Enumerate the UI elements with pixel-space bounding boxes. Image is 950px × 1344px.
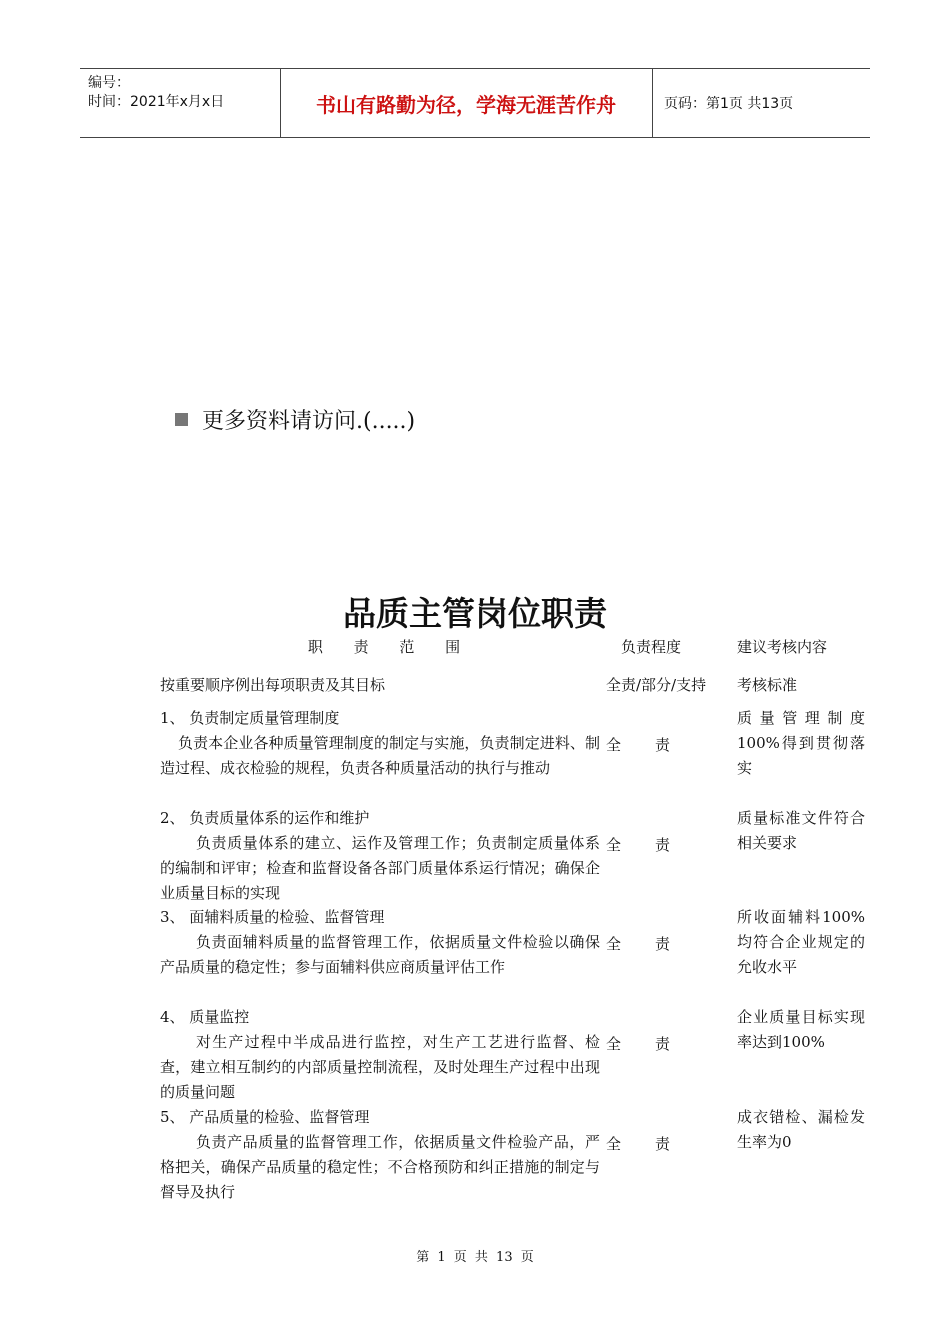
duty-kpi: 质量标准文件符合相关要求 [737, 809, 865, 852]
duty-title: 2、 负责质量体系的运作和维护 [160, 809, 370, 827]
header-motto: 书山有路勤为径，学海无涯苦作舟 [316, 92, 616, 117]
duty-title: 4、 质量监控 [160, 1008, 250, 1026]
duty-degree: 全责 [606, 1135, 705, 1153]
duty-description: 对生产过程中半成品进行监控，对生产工艺进行监督、检查，建立相互制约的内部质量控制流程，及时处理生产过程中出现的质量问题 [160, 1033, 600, 1101]
duty-degree: 全责 [606, 736, 705, 754]
column-header-kpi: 建议考核内容 [737, 638, 828, 656]
header-page-label: 页码：第1页 共13页 [664, 96, 794, 112]
time-label: 时间：2021年x月x日 [88, 94, 225, 110]
table-row [160, 706, 600, 781]
duty-description: 负责本企业各种质量管理制度的制定与实施，负责制定进料、制造过程、成衣检验的规程，负责各种质量活动的执行与推动 [160, 734, 600, 777]
document-header [80, 68, 870, 138]
duty-degree: 全责 [606, 836, 705, 854]
column-header-scope: 职 责 范 围 [307, 638, 463, 656]
duty-title: 1、 负责制定质量管理制度 [160, 709, 340, 727]
duty-description: 负责产品质量的监督管理工作，依据质量文件检验产品，严格把关，确保产品质量的稳定性；不合格预防和纠正措施的制定与督导及执行 [160, 1133, 600, 1201]
subheader-scope: 按重要顺序例出每项职责及其目标 [160, 676, 386, 694]
table-row [160, 1105, 600, 1205]
resource-note [175, 404, 415, 435]
duty-degree: 全责 [606, 1035, 705, 1053]
table-row [160, 905, 600, 980]
duty-description: 负责质量体系的建立、运作及管理工作；负责制定质量体系的编制和评审；检查和监督设备各部门质量体系运行情况；确保企业质量目标的实现 [160, 834, 600, 902]
duty-degree: 全责 [606, 935, 705, 953]
duty-kpi: 质量管理制度100%得到贯彻落实 [737, 709, 865, 777]
duty-kpi: 企业质量目标实现率达到100% [737, 1008, 865, 1051]
header-motto-cell [280, 69, 653, 137]
duty-title: 5、 产品质量的检验、监督管理 [160, 1108, 370, 1126]
duty-title: 3、 面辅料质量的检验、监督管理 [160, 908, 385, 926]
column-header-degree: 负责程度 [621, 638, 682, 656]
duty-kpi: 所收面辅料100%均符合企业规定的允收水平 [737, 908, 865, 976]
square-bullet-icon [175, 413, 188, 426]
subheader-degree: 全责/部分/支持 [606, 676, 707, 694]
duty-description: 负责面辅料质量的监督管理工作，依据质量文件检验以确保产品质量的稳定性；参与面辅料供应商质量评估工作 [160, 933, 600, 976]
table-row [160, 1005, 600, 1105]
table-row [160, 806, 600, 906]
subheader-kpi: 考核标准 [737, 676, 798, 694]
page-title: 品质主管岗位职责 [343, 594, 607, 633]
number-label: 编号： [88, 75, 130, 91]
page-footer: 第 1 页 共 13 页 [416, 1250, 534, 1265]
resource-note-text: 更多资料请访问.(.....) [202, 409, 416, 434]
duty-kpi: 成衣错检、漏检发生率为0 [737, 1108, 865, 1151]
header-meta [80, 69, 281, 137]
